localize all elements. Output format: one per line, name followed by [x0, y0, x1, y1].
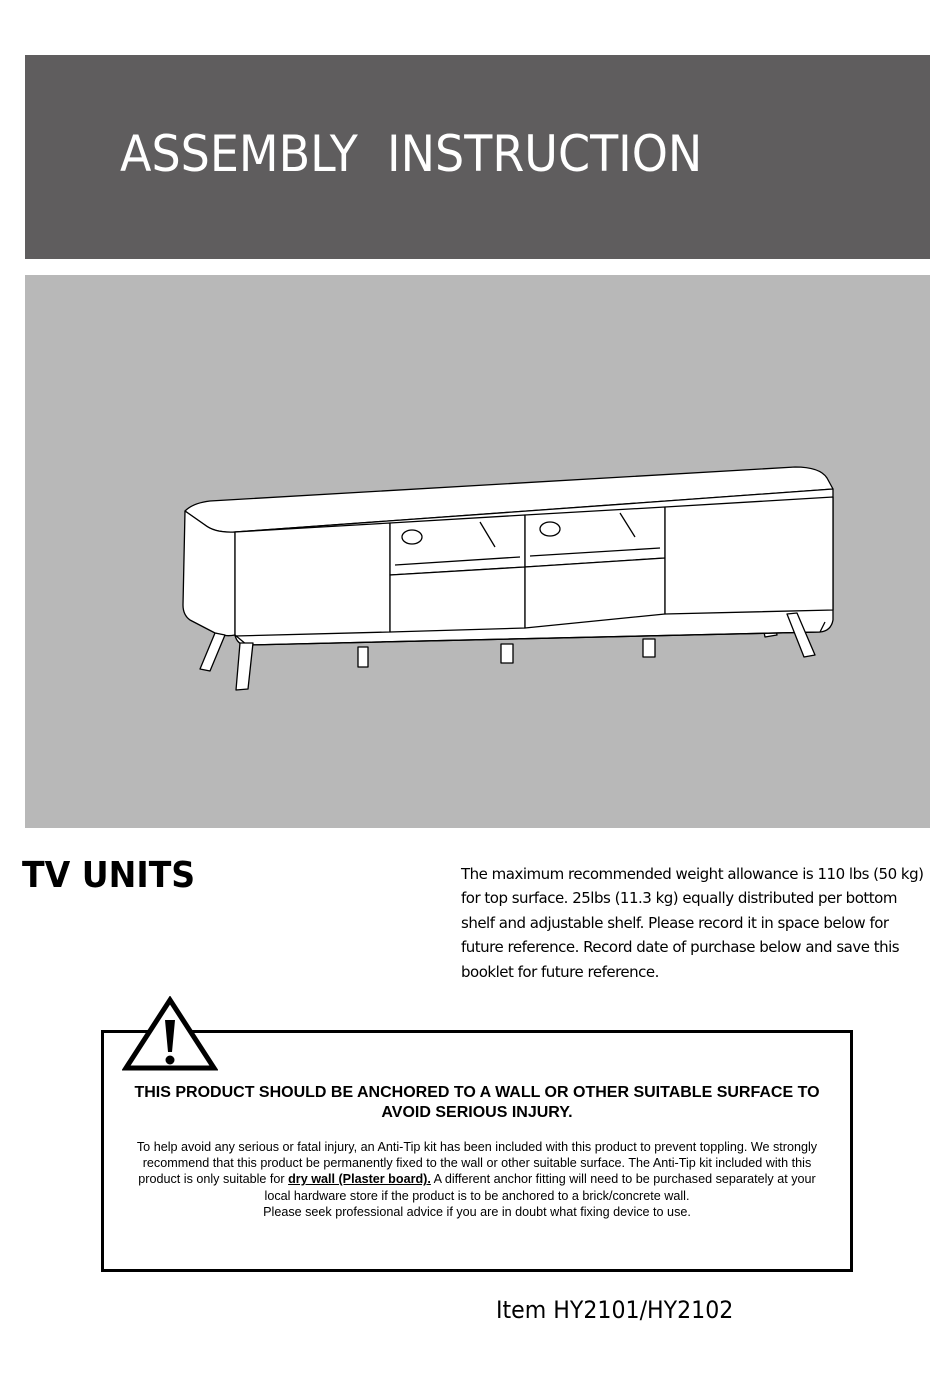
warning-heading: THIS PRODUCT SHOULD BE ANCHORED TO A WALL OR OTHER SUITABLE SURFACE TO AVOID SERIOUS INJURY.: [134, 1084, 820, 1121]
warning-body-text: To help avoid any serious or fatal injury, an Anti-Tip kit has been included with this product to prevent toppling. We strongly recommend that this product be permanently fixed to the wall or other suitable surface. The Anti-Tip kit included with this product is only suitable for: [136, 1140, 818, 1187]
open-shelf-right: [525, 507, 665, 567]
leg-front-left: [200, 633, 225, 671]
product-illustration-panel: [25, 275, 930, 828]
product-title: TV UNITS: [22, 855, 196, 896]
open-shelf-left: [390, 515, 525, 575]
warning-body-emphasis: dry wall (Plaster board).: [288, 1172, 431, 1187]
leg-middle-3: [643, 639, 655, 657]
cable-hole-left: [402, 530, 422, 544]
leg-front-center-left: [236, 643, 253, 690]
item-number: Item HY2101/HY2102: [496, 1296, 734, 1324]
cable-hole-right: [540, 522, 560, 536]
warning-body: [104, 1139, 850, 1220]
leg-middle-1: [358, 647, 368, 667]
warning-triangle-icon: [122, 996, 218, 1072]
weight-notice: The maximum recommended weight allowance is 110 lbs (50 kg) for top surface. 25lbs (11.3 kg) equally distributed per bottom shelf and adjustable shelf. Please record it in space below for future reference. Record date of purchase below and save this booklet for future reference.: [461, 865, 924, 981]
tv-unit-illustration: [25, 275, 930, 828]
cabinet-door-right: [665, 497, 833, 614]
warning-body-advice: Please seek professional advice if you are in doubt what fixing device to use.: [263, 1204, 691, 1219]
warning-body-text-continued: A different anchor fitting will need to be purchased separately at your local hardware store if the product is to be anchored to a brick/concrete wall.: [264, 1172, 816, 1203]
drawer-left: [390, 567, 525, 632]
page-title: ASSEMBLY INSTRUCTION: [120, 125, 703, 183]
title-banner: [25, 55, 930, 259]
cabinet-door-left: [235, 523, 390, 636]
leg-middle-2: [501, 644, 513, 663]
